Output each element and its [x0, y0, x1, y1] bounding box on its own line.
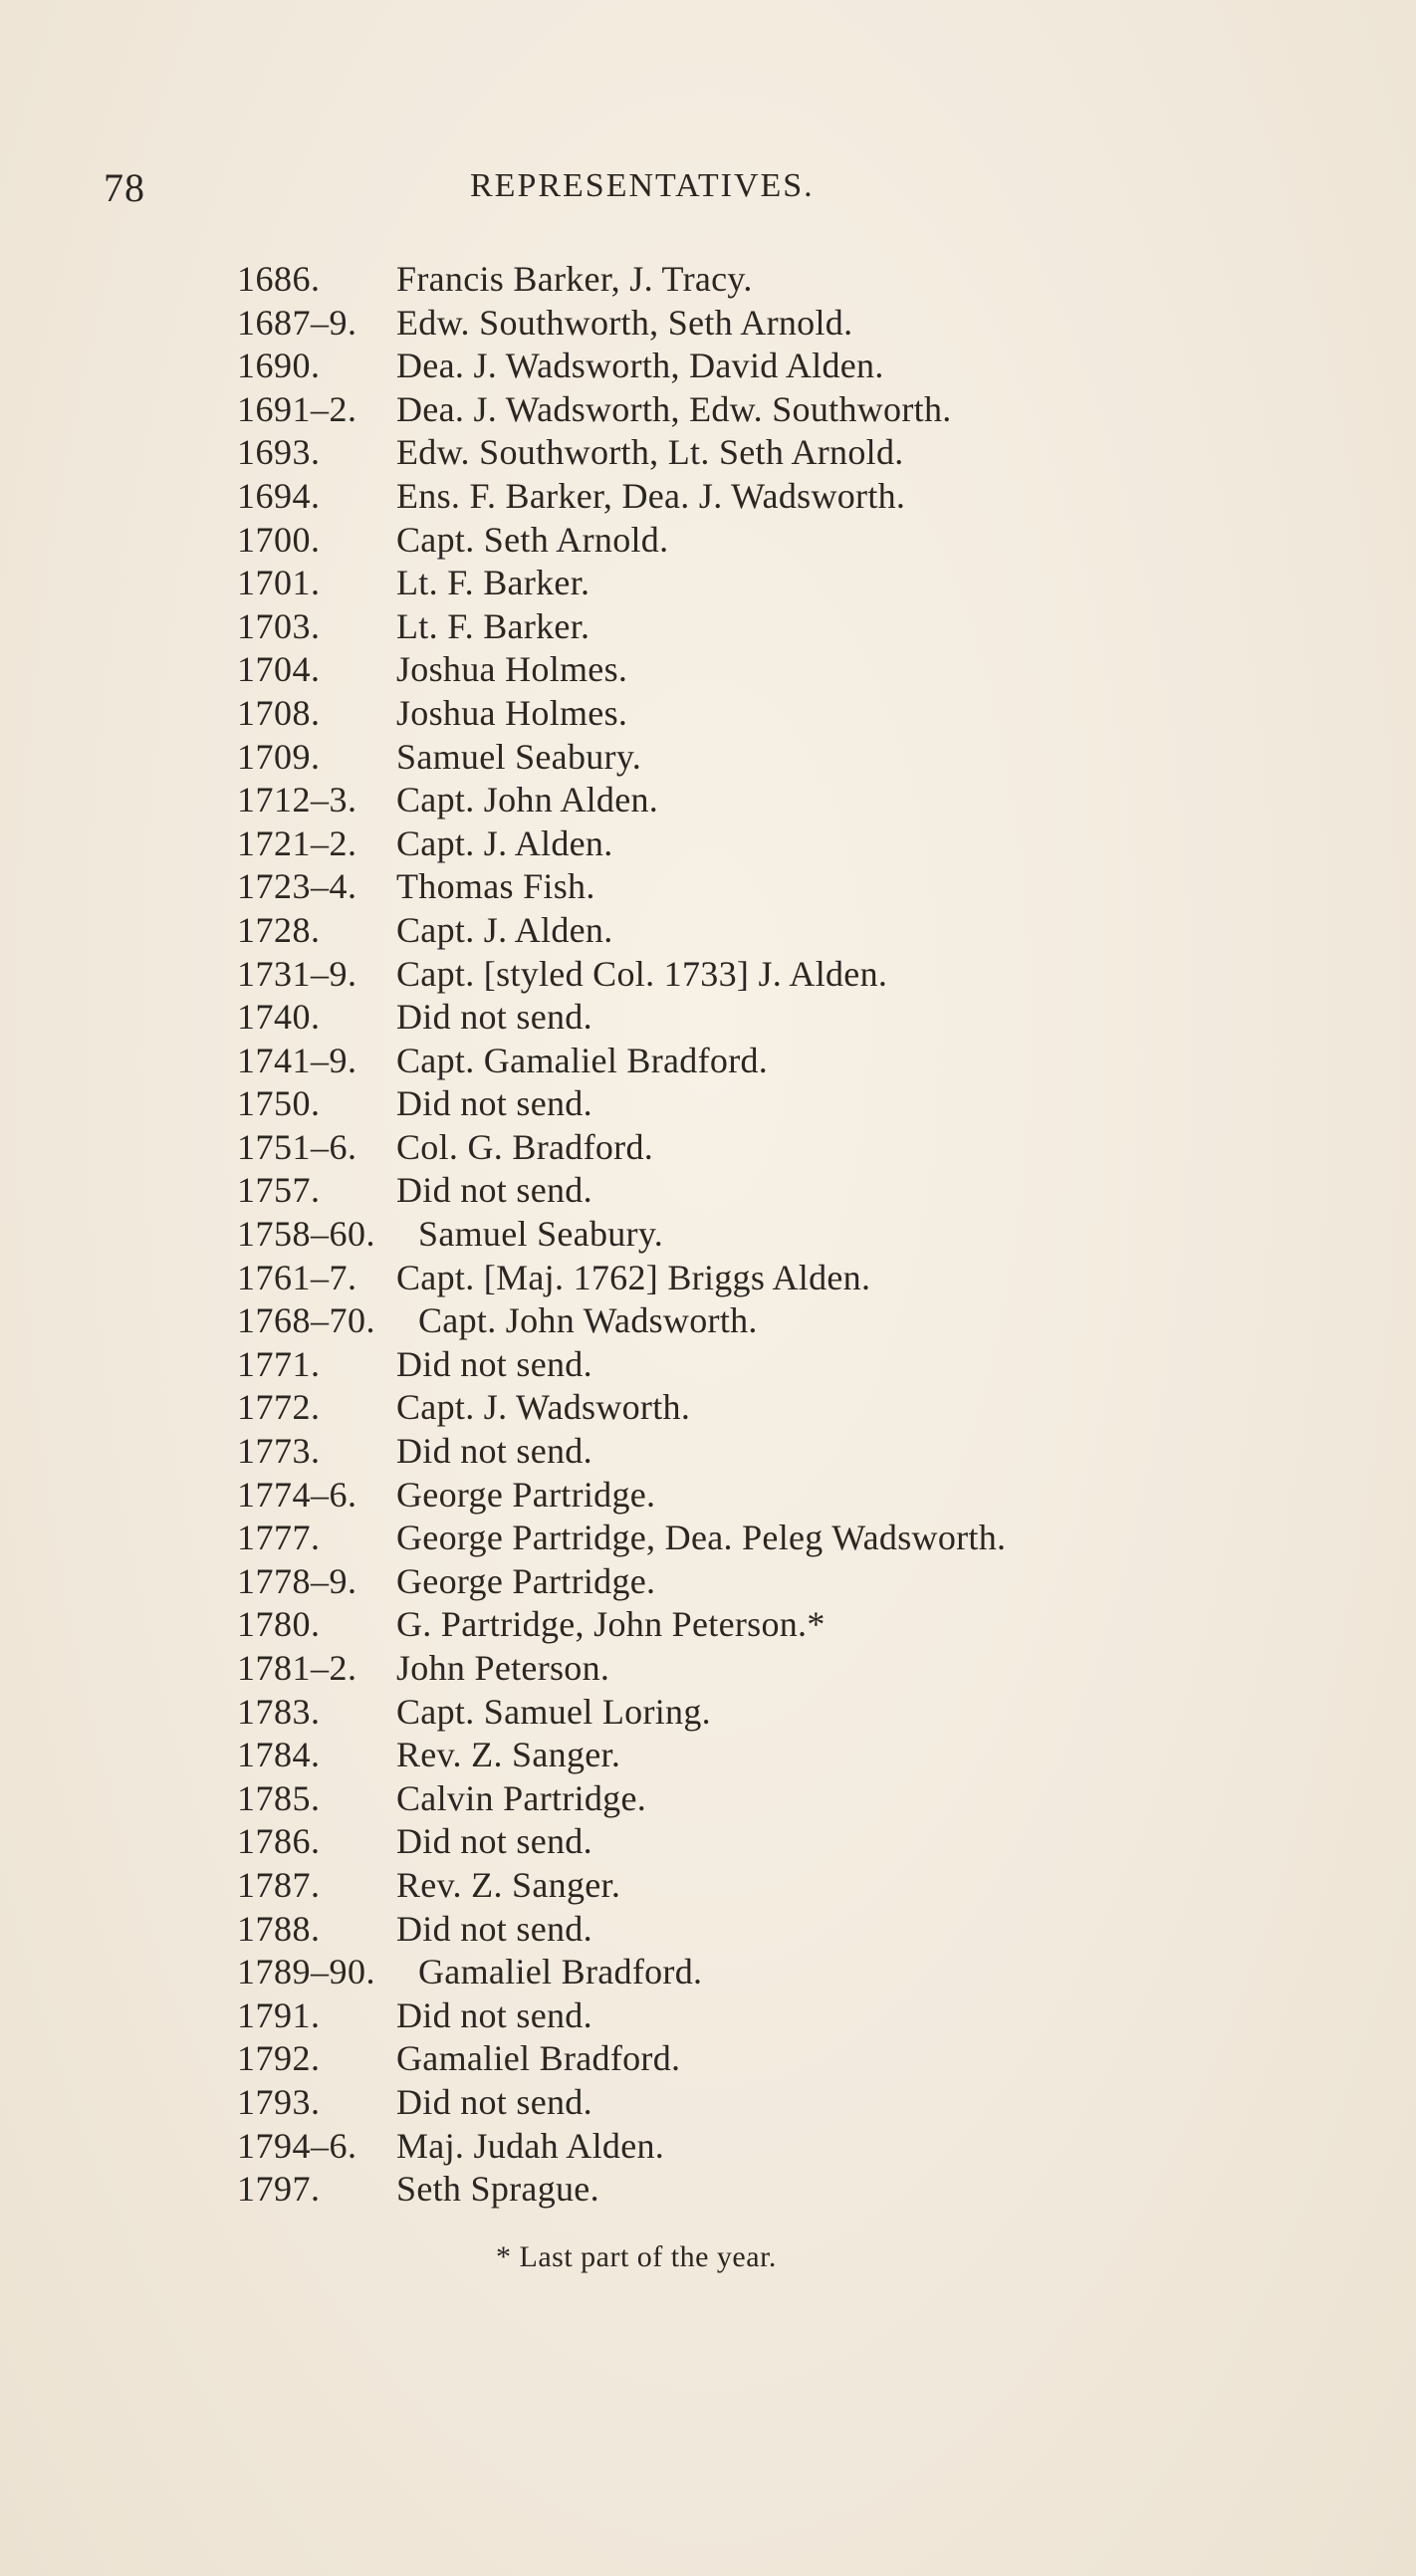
list-item [237, 1517, 1233, 1560]
list-item [237, 1820, 1233, 1864]
entry-representatives: Lt. F. Barker. [396, 605, 590, 646]
entry-year: 1758–60. [237, 1214, 375, 1255]
running-head: REPRESENTATIVES. [470, 167, 815, 204]
entry-representatives: Capt. [Maj. 1762] Briggs Alden. [396, 1257, 871, 1297]
entry-representatives: Did not send. [396, 1083, 592, 1124]
entry-year: 1777. [237, 1518, 321, 1558]
list-item [237, 1908, 1233, 1952]
list-item [237, 562, 1233, 605]
entry-year: 1704. [237, 649, 321, 690]
entry-representatives: Did not send. [396, 997, 592, 1038]
footnote: * Last part of the year. [496, 2240, 777, 2273]
entry-year: 1712–3. [237, 780, 357, 820]
entry-year: 1774–6. [237, 1474, 357, 1515]
entry-representatives: Joshua Holmes. [396, 692, 628, 733]
entry-year: 1788. [237, 1908, 321, 1949]
entry-year: 1691–2. [237, 388, 357, 429]
entry-year: 1761–7. [237, 1257, 357, 1297]
entry-year: 1787. [237, 1864, 321, 1905]
entry-year: 1740. [237, 997, 321, 1038]
entry-representatives: Seth Sprague. [396, 2169, 599, 2210]
list-item [237, 1603, 1233, 1647]
list-item [237, 1082, 1233, 1126]
entry-representatives: George Partridge, Dea. Peleg Wadsworth. [396, 1518, 1007, 1558]
entry-year: 1731–9. [237, 953, 357, 994]
list-item [237, 1299, 1233, 1343]
entry-representatives: Lt. F. Barker. [396, 563, 590, 603]
entry-year: 1772. [237, 1387, 321, 1428]
list-item [237, 2168, 1233, 2212]
entry-representatives: Dea. J. Wadsworth, Edw. Southworth. [396, 388, 952, 429]
entry-representatives: Dea. J. Wadsworth, David Alden. [396, 346, 884, 386]
list-item [237, 1386, 1233, 1430]
entry-year: 1741–9. [237, 1040, 357, 1080]
list-item [237, 1213, 1233, 1257]
entry-year: 1773. [237, 1431, 321, 1472]
entry-representatives: Capt. J. Alden. [396, 909, 613, 950]
entry-representatives: Capt. J. Alden. [396, 822, 613, 863]
entry-representatives: Samuel Seabury. [418, 1214, 664, 1255]
entry-representatives: Capt. J. Wadsworth. [396, 1387, 691, 1428]
entry-year: 1721–2. [237, 822, 357, 863]
entry-representatives: Rev. Z. Sanger. [396, 1864, 621, 1905]
entry-representatives: Edw. Southworth, Seth Arnold. [396, 302, 853, 343]
list-item [237, 822, 1233, 866]
entry-representatives: Maj. Judah Alden. [396, 2125, 665, 2166]
entry-representatives: Ens. F. Barker, Dea. J. Wadsworth. [396, 475, 906, 516]
list-item [237, 1691, 1233, 1735]
entry-year: 1780. [237, 1604, 321, 1645]
list-item [237, 388, 1233, 432]
entry-year: 1789–90. [237, 1952, 375, 1992]
list-item [237, 1994, 1233, 2038]
list-item [237, 431, 1233, 475]
entry-representatives: George Partridge. [396, 1474, 656, 1515]
list-item [237, 953, 1233, 997]
list-item [237, 1777, 1233, 1821]
entry-year: 1751–6. [237, 1126, 357, 1167]
entry-year: 1694. [237, 475, 321, 516]
list-item [237, 1951, 1233, 1994]
entry-year: 1690. [237, 346, 321, 386]
list-item [237, 1647, 1233, 1691]
entry-representatives: Capt. Gamaliel Bradford. [396, 1040, 769, 1080]
entry-representatives: Thomas Fish. [396, 866, 595, 907]
list-item [237, 736, 1233, 780]
entry-year: 1793. [237, 2081, 321, 2122]
list-item [237, 1430, 1233, 1474]
entry-year: 1693. [237, 432, 321, 473]
list-item [237, 1257, 1233, 1300]
entry-year: 1791. [237, 1994, 321, 2035]
entry-year: 1709. [237, 736, 321, 777]
entry-representatives: Did not send. [396, 1431, 592, 1472]
entry-representatives: G. Partridge, John Peterson.* [396, 1604, 826, 1645]
list-item [237, 865, 1233, 909]
list-item [237, 605, 1233, 649]
list-item [237, 345, 1233, 388]
entry-representatives: Capt. Seth Arnold. [396, 519, 669, 560]
entry-representatives: John Peterson. [396, 1648, 610, 1688]
entry-year: 1783. [237, 1691, 321, 1732]
entry-year: 1784. [237, 1735, 321, 1775]
entry-year: 1771. [237, 1343, 321, 1384]
entry-representatives: Samuel Seabury. [396, 736, 642, 777]
list-item [237, 996, 1233, 1040]
entry-year: 1797. [237, 2169, 321, 2210]
entry-representatives: Edw. Southworth, Lt. Seth Arnold. [396, 432, 904, 473]
entry-year: 1728. [237, 909, 321, 950]
list-item [237, 2037, 1233, 2081]
entry-year: 1786. [237, 1821, 321, 1862]
list-item [237, 909, 1233, 953]
list-item [237, 302, 1233, 346]
entry-year: 1708. [237, 692, 321, 733]
list-item [237, 1126, 1233, 1170]
entry-representatives: Gamaliel Bradford. [396, 2038, 681, 2079]
list-item [237, 1474, 1233, 1518]
entry-year: 1723–4. [237, 866, 357, 907]
entry-representatives: Did not send. [396, 1821, 592, 1862]
entry-representatives: Calvin Partridge. [396, 1777, 647, 1818]
entry-representatives: Rev. Z. Sanger. [396, 1735, 621, 1775]
entry-representatives: Joshua Holmes. [396, 649, 628, 690]
list-item [237, 1343, 1233, 1387]
list-item [237, 258, 1233, 302]
entry-year: 1686. [237, 259, 321, 299]
entry-representatives: Francis Barker, J. Tracy. [396, 259, 753, 299]
entry-representatives: Did not send. [396, 1170, 592, 1211]
entry-representatives: Capt. John Alden. [396, 780, 659, 820]
entry-representatives: Capt. [styled Col. 1733] J. Alden. [396, 953, 888, 994]
entry-year: 1701. [237, 563, 321, 603]
entry-year: 1778–9. [237, 1560, 357, 1601]
list-item [237, 1734, 1233, 1777]
list-item [237, 475, 1233, 519]
entry-year: 1750. [237, 1083, 321, 1124]
representatives-list [237, 258, 1233, 2212]
list-item [237, 1040, 1233, 1083]
entry-year: 1757. [237, 1170, 321, 1211]
page-number: 78 [104, 165, 145, 210]
entry-representatives: Did not send. [396, 1994, 592, 2035]
entry-representatives: Did not send. [396, 1343, 592, 1384]
list-item [237, 519, 1233, 563]
list-item [237, 648, 1233, 692]
entry-representatives: Did not send. [396, 1908, 592, 1949]
entry-year: 1781–2. [237, 1648, 357, 1688]
entry-year: 1700. [237, 519, 321, 560]
list-item [237, 692, 1233, 736]
list-item [237, 1560, 1233, 1604]
entry-representatives: George Partridge. [396, 1560, 656, 1601]
entry-representatives: Capt. John Wadsworth. [418, 1300, 758, 1341]
list-item [237, 779, 1233, 822]
list-item [237, 2125, 1233, 2169]
entry-year: 1687–9. [237, 302, 357, 343]
entry-representatives: Col. G. Bradford. [396, 1126, 654, 1167]
list-item [237, 1864, 1233, 1908]
list-item [237, 1169, 1233, 1213]
list-item [237, 2081, 1233, 2125]
entry-year: 1785. [237, 1777, 321, 1818]
entry-representatives: Capt. Samuel Loring. [396, 1691, 711, 1732]
entry-representatives: Gamaliel Bradford. [418, 1952, 703, 1992]
entry-year: 1703. [237, 605, 321, 646]
entry-representatives: Did not send. [396, 2081, 592, 2122]
entry-year: 1792. [237, 2038, 321, 2079]
entry-year: 1768–70. [237, 1300, 375, 1341]
entry-year: 1794–6. [237, 2125, 357, 2166]
